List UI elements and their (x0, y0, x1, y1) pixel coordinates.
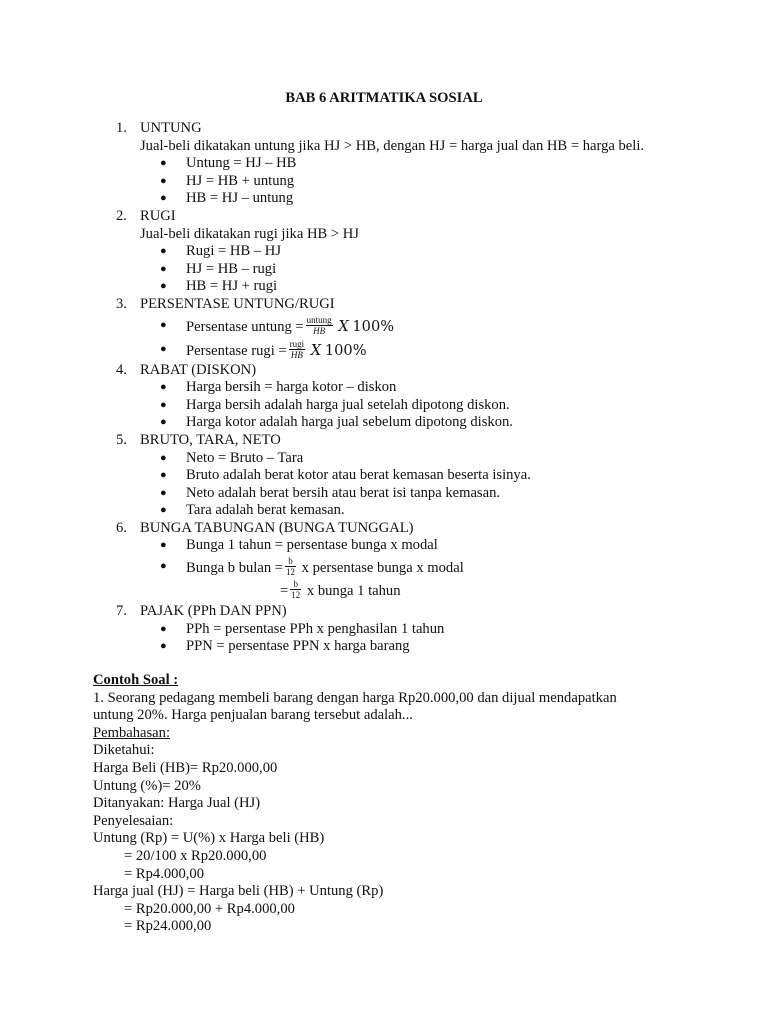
bullet-icon: ● (160, 318, 167, 331)
list-item: ● Tara adalah berat kemasan. (160, 502, 345, 519)
question-text: untung 20%. Harga penjualan barang tersebut adalah... (93, 707, 413, 724)
solution-line: Untung (%)= 20% (93, 777, 201, 794)
material-list (0, 120, 768, 656)
formula-item (0, 338, 768, 362)
list-item: ● HB = HJ – untung (160, 190, 294, 207)
list-item: ● Bunga 1 tahun = persentase bunga x modal (160, 537, 438, 554)
solution-line: = Rp4.000,00 (124, 865, 204, 882)
list-item: ● Harga bersih = harga kotor – diskon (160, 379, 397, 396)
section-title: BRUTO, TARA, NETO (140, 431, 281, 448)
bullet-icon: ● (160, 486, 167, 499)
fraction-numerator: b (290, 579, 301, 590)
list-item: ● Rugi = HB – HJ (160, 243, 281, 260)
section-number: 3. (116, 295, 127, 312)
section-2-heading (0, 208, 768, 226)
section-intro: Jual-beli dikatakan untung jika HJ > HB, dengan HJ = harga jual dan HB = harga beli. (140, 137, 645, 154)
formula-label: Persentase rugi = (186, 342, 287, 359)
section-6-heading (0, 520, 768, 538)
times-symbol: X (338, 317, 349, 335)
solution-line: Penyelesaian: (93, 812, 174, 829)
bullet-icon: ● (160, 560, 167, 573)
formula-item (0, 555, 768, 579)
section-intro: Jual-beli dikatakan rugi jika HB > HJ (140, 225, 359, 242)
bullet-icon: ● (160, 416, 167, 429)
solution-line: Harga jual (HJ) = Harga beli (HB) + Untung (Rp) (93, 883, 384, 900)
section-number: 5. (116, 431, 127, 448)
fraction-denominator: HB (313, 325, 326, 336)
bullet-icon: ● (160, 640, 167, 653)
section-title: UNTUNG (140, 120, 202, 136)
list-item: ● Harga bersih adalah harga jual setelah dipotong diskon. (160, 396, 510, 413)
fraction (306, 315, 333, 336)
example-problem (93, 672, 713, 936)
list-item: ● Neto = Bruto – Tara (160, 449, 304, 466)
fraction-denominator: HB (290, 349, 303, 360)
section-number: 2. (116, 207, 127, 224)
formula-tail: x bunga 1 tahun (306, 582, 401, 599)
bullet-icon: ● (160, 157, 167, 170)
solution-line: = Rp20.000,00 + Rp4.000,00 (124, 900, 295, 917)
bullet-icon: ● (160, 398, 167, 411)
fraction (290, 579, 301, 600)
solution-line: = Rp24.000,00 (124, 918, 212, 935)
question-text: 1. Seorang pedagang membeli barang dengan harga Rp20.000,00 dan dijual mendapatkan (93, 689, 617, 706)
times-symbol: X (310, 341, 322, 359)
bullet-icon: ● (160, 469, 167, 482)
percent-value: 100% (352, 317, 395, 335)
section-title: PERSENTASE UNTUNG/RUGI (140, 295, 335, 312)
section-title: RUGI (140, 207, 176, 224)
section-number: 4. (116, 361, 127, 378)
formula-continuation (0, 579, 768, 603)
bullet-icon: ● (160, 342, 167, 355)
section-number: 7. (116, 603, 127, 620)
page-title: BAB 6 ARITMATIKA SOSIAL (285, 90, 483, 106)
section-4-heading (0, 362, 768, 380)
formula-item (0, 314, 768, 338)
section-title: RABAT (DISKON) (140, 361, 257, 378)
list-item: ● PPh = persentase PPh x penghasilan 1 tahun (160, 620, 445, 637)
bullet-icon: ● (160, 504, 167, 517)
fraction-denominator: 12 (286, 567, 295, 578)
bullet-icon: ● (160, 451, 167, 464)
bullet-icon: ● (160, 192, 167, 205)
list-item: ● HB = HJ + rugi (160, 278, 278, 295)
formula-tail: x persentase bunga x modal (301, 559, 464, 576)
section-title: PAJAK (PPh DAN PPN) (140, 603, 287, 620)
bullet-icon: ● (160, 280, 167, 293)
fraction-numerator: untung (306, 314, 332, 325)
bullet-icon: ● (160, 539, 167, 552)
list-item: ● HJ = HB – rugi (160, 260, 277, 277)
solution-line: Ditanyakan: Harga Jual (HJ) (93, 795, 261, 812)
section-1-heading (0, 120, 768, 138)
fraction-numerator: b (285, 556, 296, 567)
bullet-icon: ● (160, 262, 167, 275)
percent-value: 100% (324, 341, 367, 359)
fraction (285, 556, 296, 577)
bullet-icon: ● (160, 622, 167, 635)
section-3-heading (0, 296, 768, 314)
example-heading: Contoh Soal : (93, 672, 179, 688)
bullet-icon: ● (160, 381, 167, 394)
list-item: ● PPN = persentase PPN x harga barang (160, 638, 410, 655)
list-item: ● HJ = HB + untung (160, 172, 295, 189)
fraction (289, 339, 306, 360)
formula-label: Bunga b bulan = (186, 559, 283, 576)
solution-line: Harga Beli (HB)= Rp20.000,00 (93, 759, 278, 776)
list-item: ● Untung = HJ – HB (160, 155, 297, 172)
section-number: 6. (116, 519, 127, 536)
fraction-denominator: 12 (291, 590, 301, 601)
bullet-icon: ● (160, 245, 167, 258)
list-item: ● Neto adalah berat bersih atau berat isi tanpa kemasan. (160, 484, 501, 501)
formula-label: Persentase untung = (186, 318, 304, 335)
fraction-numerator: rugi (289, 338, 305, 349)
solution-lines (93, 742, 713, 936)
list-item: ● Harga kotor adalah harga jual sebelum dipotong diskon. (160, 414, 513, 431)
bullet-icon: ● (160, 174, 167, 187)
section-7-heading (0, 603, 768, 621)
section-5-heading (0, 432, 768, 450)
list-item: ● Bruto adalah berat kotor atau berat kemasan beserta isinya. (160, 467, 531, 484)
solution-line: Untung (Rp) = U(%) x Harga beli (HB) (93, 830, 325, 847)
section-title: BUNGA TABUNGAN (BUNGA TUNGGAL) (140, 519, 414, 536)
discussion-heading: Pembahasan: (93, 724, 171, 741)
solution-line: Diketahui: (93, 742, 155, 759)
equals-sign: = (280, 582, 289, 599)
solution-line: = 20/100 x Rp20.000,00 (124, 847, 267, 864)
section-number: 1. (116, 120, 127, 136)
